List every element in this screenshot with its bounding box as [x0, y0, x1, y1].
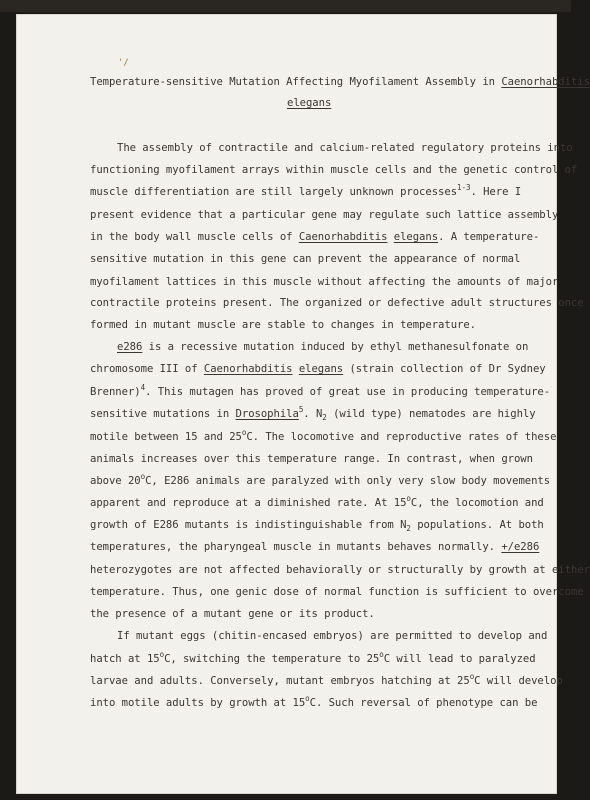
- p3-line-1: If mutant eggs (chitin-encased embryos) are permitted to develop and: [117, 630, 548, 642]
- title-line-2: elegans: [287, 97, 332, 109]
- p2-line-2: chromosome III of Caenorhabditis elegans (strain collection of Dr Sydney: [90, 363, 546, 375]
- p1-line-5: in the body wall muscle cells of Caenorhabditis elegans. A temperature-: [90, 231, 540, 243]
- p2-line-5: motile between 15 and 25$^o$C. The locomotive and reproductive rates of these: [90, 428, 557, 443]
- pencil-mark: '/: [118, 58, 129, 68]
- p2-line-6: animals increases over this temperature range. In contrast, when grown: [90, 453, 533, 465]
- p2-line-4: sensitive mutations in Drosophila$^5$. $N_2$ (wild type) nematodes are highly: [90, 405, 536, 422]
- p1-line-4: present evidence that a particular gene may regulate such lattice assembly: [90, 209, 559, 221]
- p3-line-4: into motile adults by growth at 15$^o$C. Such reversal of phenotype can be: [90, 694, 538, 709]
- title-line-1: Temperature-sensitive Mutation Affecting Myofilament Assembly in Caenorhabditis: [90, 76, 590, 88]
- p3-line-3: larvae and adults. Conversely, mutant embryos hatching at 25$^o$C will develop: [90, 672, 563, 687]
- p2-line-7: above 20$^o$C, E286 animals are paralyzed with only very slow body movements: [90, 472, 551, 487]
- p1-line-7: myofilament lattices in this muscle without affecting the amounts of major: [90, 276, 559, 288]
- p2-line-9: growth of E286 mutants is indistinguishable from $N_2$ populations. At both: [90, 519, 544, 533]
- p1-line-1: The assembly of contractile and calcium-related regulatory proteins into: [117, 142, 573, 154]
- p1-line-2: functioning myofilament arrays within muscle cells and the genetic control of: [90, 164, 578, 176]
- p2-line-8: apparent and reproduce at a diminished rate. At 15$^o$C, the locomotion and: [90, 494, 544, 509]
- p2-line-10: temperatures, the pharyngeal muscle in mutants behaves normally. +/e286: [90, 541, 540, 553]
- p2-line-1: e286 is a recessive mutation induced by ethyl methanesulfonate on: [117, 341, 529, 353]
- p3-line-2: hatch at 15$^o$C, switching the temperature to 25$^o$C will lead to paralyzed: [90, 650, 536, 665]
- p2-line-3: Brenner)$^4$. This mutagen has proved of great use in producing temperature-: [90, 383, 551, 398]
- p2-line-13: the presence of a mutant gene or its product.: [90, 608, 375, 620]
- p1-line-3: muscle differentiation are still largely unknown processes$^{1-3}$. Here I: [90, 183, 522, 198]
- p2-line-11: heterozygotes are not affected behaviorally or structurally by growth at either: [90, 564, 590, 576]
- p2-line-12: temperature. Thus, one genic dose of normal function is sufficient to overcome: [90, 586, 584, 598]
- p1-line-6: sensitive mutation in this gene can prevent the appearance of normal: [90, 253, 521, 265]
- p1-line-9: formed in mutant muscle are stable to changes in temperature.: [90, 319, 477, 331]
- p1-line-8: contractile proteins present. The organized or defective adult structures once: [90, 297, 584, 309]
